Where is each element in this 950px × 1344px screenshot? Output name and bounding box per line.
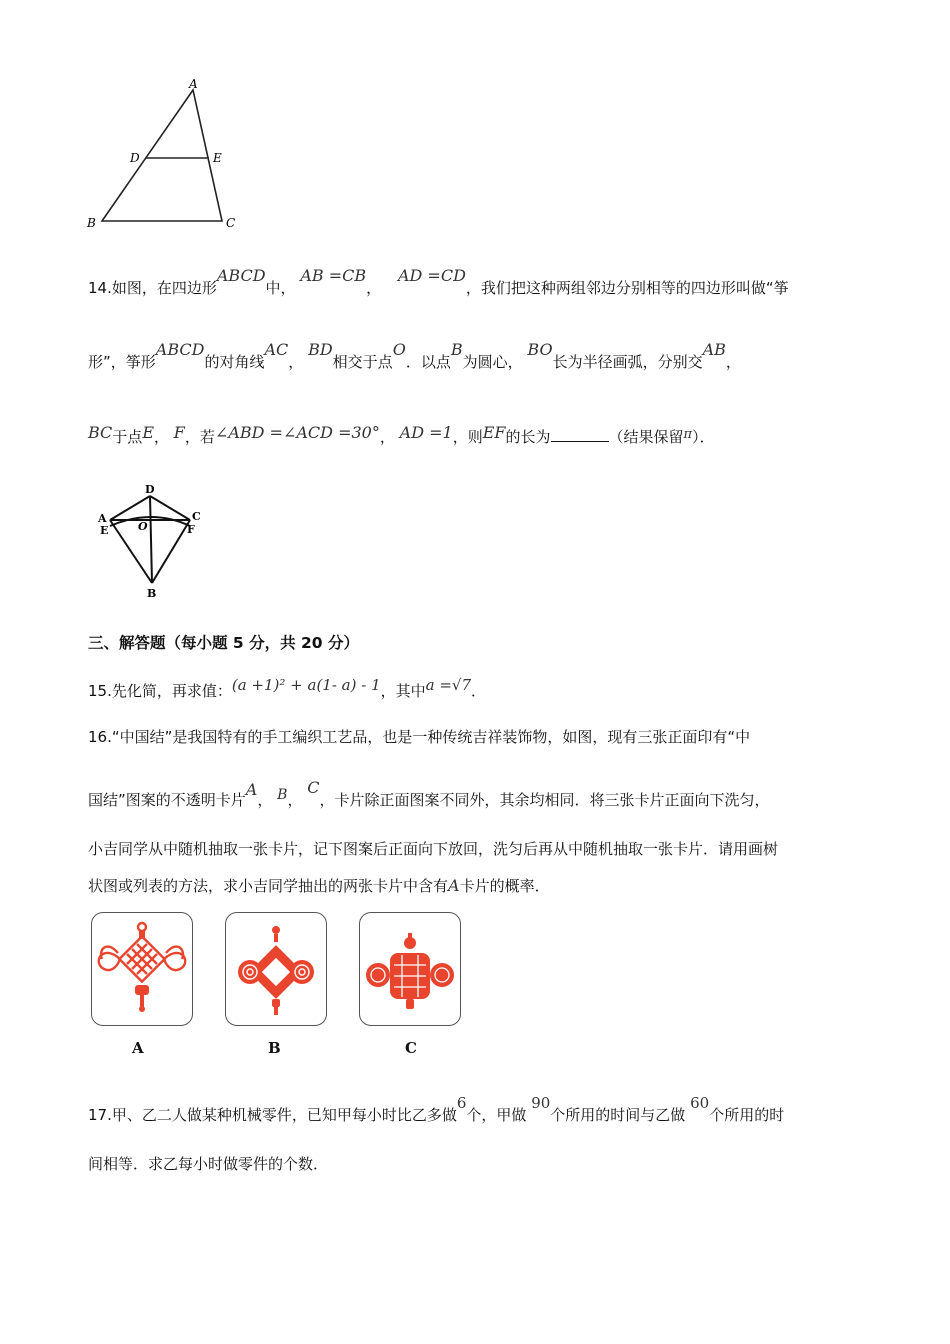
q17-line-2: 间相等．求乙每小时做零件的个数． bbox=[88, 1155, 329, 1173]
label-a: A bbox=[189, 77, 198, 91]
card-c bbox=[359, 912, 461, 1026]
arc-ef: EF bbox=[482, 423, 506, 442]
kite-figure bbox=[95, 480, 215, 602]
kite-label-f: F bbox=[187, 523, 195, 536]
kite-label-b: B bbox=[147, 587, 157, 600]
knot-a-icon bbox=[92, 913, 192, 1025]
q16-line-4: 状图或列表的方法，求小吉同学抽出的两张卡片中含有A卡片的概率． bbox=[88, 876, 550, 895]
card-a bbox=[91, 912, 193, 1026]
label-c: C bbox=[226, 216, 236, 230]
kite-label-o: O bbox=[138, 520, 148, 533]
section-heading: 三、解答题（每小题 5 分，共 20 分） bbox=[88, 634, 359, 652]
kite-label-e: E bbox=[100, 524, 109, 537]
label-e: E bbox=[213, 151, 222, 165]
q15-condition: a =√7 bbox=[425, 676, 472, 694]
kite-label-a: A bbox=[98, 512, 107, 525]
card-b-label: B bbox=[268, 1039, 281, 1057]
label-b: B bbox=[87, 216, 96, 230]
q16-line-3: 小吉同学从中随机抽取一张卡片，记下图案后正面向下放回，洗匀后再从中随机抽取一张卡片．请用画树 bbox=[88, 840, 779, 858]
kite-label-d: D bbox=[145, 483, 155, 496]
knot-c-icon bbox=[360, 913, 460, 1025]
q14-line-3: BC于点E， F，若∠ABD =∠ACD =30°， AD =1，则EF的长为 （结果保留π）． bbox=[88, 423, 715, 446]
q15-expression: (a +1)² + a(1- a) - 1 bbox=[231, 676, 381, 694]
q14-line-2: 形”，筝形ABCD的对角线AC， BD相交于点O．以点B为圆心， BO长为半径画弧，分别交AB， bbox=[88, 340, 741, 371]
knot-b-icon bbox=[226, 913, 326, 1025]
card-b bbox=[225, 912, 327, 1026]
q16-line-1: 16.“中国结”是我国特有的手工编织工艺品，也是一种传统吉祥装饰物，如图，现有三张正面印有“中 bbox=[88, 728, 751, 746]
q15-line: 15.先化简，再求值：(a +1)² + a(1- a) - 1，其中a =√7． bbox=[88, 676, 487, 700]
triangle-figure bbox=[80, 75, 250, 235]
card-a-label: A bbox=[132, 1039, 144, 1057]
answer-blank bbox=[551, 427, 609, 442]
label-d: D bbox=[130, 151, 140, 165]
card-c-label: C bbox=[405, 1039, 417, 1057]
q14-line-1: 14.如图，在四边形ABCD中， AB =CB， AD =CD，我们把这种两组邻边分别相等的四边形叫做“筝 bbox=[88, 266, 789, 297]
q16-line-2: 国结”图案的不透明卡片A， B， C，卡片除正面图案不同外，其余均相同．将三张卡片正面向下洗匀， bbox=[88, 778, 770, 809]
q17-line-1: 17.甲、乙二人做某种机械零件，已知甲每小时比乙多做6个，甲做 90个所用的时间与乙做 60个所用的时 bbox=[88, 1094, 785, 1124]
kite-label-c: C bbox=[192, 510, 201, 523]
